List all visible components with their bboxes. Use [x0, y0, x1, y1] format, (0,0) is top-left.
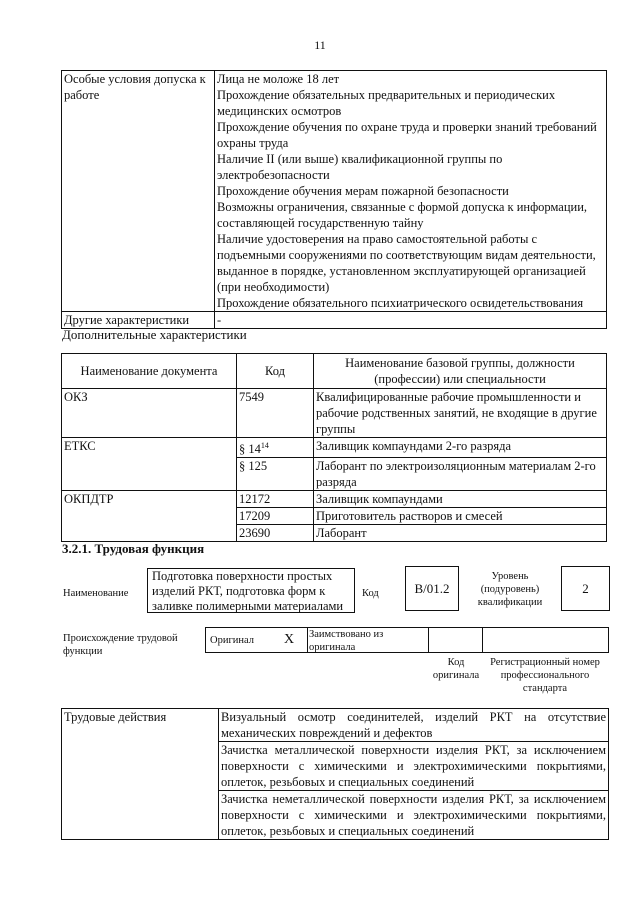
- function-code-value: В/01.2: [405, 566, 459, 611]
- level-label: Уровень (подуровень) квалификации: [477, 571, 543, 608]
- additional-characteristics-table: [61, 353, 607, 542]
- labor-actions-label: Трудовые действия: [62, 709, 219, 840]
- condition-item: Лица не моложе 18 лет: [215, 71, 607, 88]
- doc-okz: ОКЗ: [62, 389, 237, 438]
- labor-actions-table: [61, 708, 609, 840]
- name-label: Наименование: [63, 588, 129, 599]
- original-mark: X: [284, 632, 295, 647]
- labor-action-item: Визуальный осмотр соединителей, изделий РКТ на отсутствие механических повреждений и дефектов: [219, 709, 609, 742]
- labor-action-item: Зачистка неметаллической поверхности изделия РКТ, за исключением поверхности с химическими и электрохимическими покрытиями, оплеток, резьбовых и специальных соединений: [219, 791, 609, 840]
- condition-item: Прохождение обучения по охране труда и проверки знаний требований охраны труда: [215, 119, 607, 151]
- etks-desc-1: Заливщик компаундами 2-го разряда: [314, 438, 607, 458]
- other-characteristics-label: Другие характеристики: [62, 312, 215, 329]
- origin-label: Происхождение трудовой функции: [63, 633, 178, 657]
- other-characteristics-value: -: [215, 312, 607, 329]
- doc-okpdtr: ОКПДТР: [62, 491, 237, 508]
- condition-item: Прохождение обязательного психиатрического освидетельствования: [215, 295, 607, 312]
- okpdtr-desc: Лаборант: [314, 525, 607, 542]
- header-document: Наименование документа: [62, 354, 237, 389]
- condition-item: Прохождение обязательных предварительных и периодических медицинских осмотров: [215, 87, 607, 119]
- header-group: Наименование базовой группы, должности (профессии) или специальности: [314, 354, 607, 389]
- okz-desc: Квалифицированные рабочие промышленности и рабочие родственных занятий, не входящие в другие группы: [314, 389, 607, 438]
- additional-characteristics-title: Дополнительные характеристики: [62, 327, 247, 342]
- labor-function-title: 3.2.1. Трудовая функция: [62, 541, 205, 556]
- page-number: 11: [314, 38, 326, 52]
- admission-conditions-label: Особые условия допуска к работе: [62, 71, 215, 312]
- reg-number-label: Регистрационный номер профессионального стандарта: [490, 657, 600, 694]
- borrowed-label: Заимствовано из оригинала: [309, 629, 384, 653]
- okz-code: 7549: [237, 389, 314, 438]
- okpdtr-code: 23690: [237, 525, 314, 542]
- original-label: Оригинал: [210, 635, 254, 646]
- condition-item: Прохождение обучения мерам пожарной безопасности: [215, 183, 607, 199]
- etks-code-2: § 125: [237, 458, 314, 491]
- origin-box: [205, 627, 609, 653]
- level-value: 2: [561, 566, 610, 611]
- function-name-value: Подготовка поверхности простых изделий РКТ, подготовка форм к заливке полимерными материалами: [147, 568, 355, 613]
- code-label: Код: [362, 588, 379, 599]
- okpdtr-code: 12172: [237, 491, 314, 508]
- okpdtr-code: 17209: [237, 508, 314, 525]
- code-original-label: Код оригинала: [432, 657, 480, 681]
- okpdtr-desc: Приготовитель растворов и смесей: [314, 508, 607, 525]
- doc-etks: ЕТКС: [62, 438, 237, 458]
- okpdtr-desc: Заливщик компаундами: [314, 491, 607, 508]
- header-code: Код: [237, 354, 314, 389]
- etks-code-1: [237, 438, 314, 458]
- admission-conditions-table: [61, 70, 607, 329]
- etks-desc-2: Лаборант по электроизоляционным материалам 2-го разряда: [314, 458, 607, 491]
- condition-item: Наличие II (или выше) квалификационной группы по электробезопасности: [215, 151, 607, 183]
- labor-action-item: Зачистка металлической поверхности изделия РКТ, за исключением поверхности с химическими и электрохимическими покрытиями, оплеток, резьбовых и специальных соединений: [219, 742, 609, 791]
- etks-footnote: 14: [260, 441, 269, 450]
- condition-item: Наличие удостоверения на право самостоятельной работы с подъемными сооружениями по соответствующим видам деятельности, выданное в порядке, установленном эксплуатирующей организацией (при необходимости): [215, 231, 607, 295]
- condition-item: Возможны ограничения, связанные с формой допуска к информации, составляющей государственную тайну: [215, 199, 607, 231]
- etks-code-1-text: § 14: [239, 442, 261, 457]
